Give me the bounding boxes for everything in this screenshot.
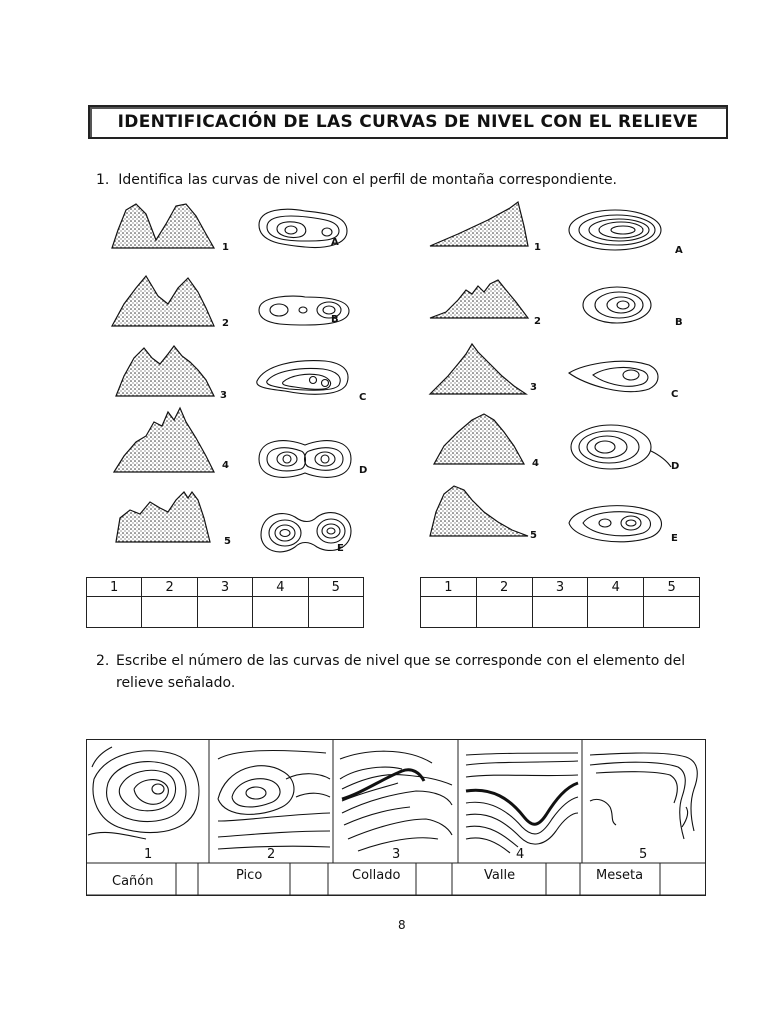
answer-table-left-header: 5 — [308, 578, 363, 597]
answer-cell[interactable] — [476, 597, 532, 628]
profile-left-2 — [112, 276, 214, 326]
answer-cell[interactable] — [308, 597, 363, 628]
title-box — [88, 105, 728, 139]
answer-table-left-header: 4 — [253, 578, 308, 597]
relief-label-valle: Valle — [484, 868, 516, 883]
profile-left-3 — [116, 346, 214, 396]
left-map-letter-a: A — [331, 237, 339, 248]
question-2-text-line1: Escribe el número de las curvas de nivel que se corresponde con el elemento del — [116, 653, 686, 669]
left-contour-maps — [255, 205, 368, 555]
answer-table-left-header: 1 — [87, 578, 142, 597]
answer-table-right-header: 5 — [644, 578, 700, 597]
question-1-text: Identifica las curvas de nivel con el perfil de montaña correspondiente. — [118, 172, 618, 188]
relief-map-number-5: 5 — [639, 847, 648, 862]
profile-left-4 — [114, 408, 214, 472]
left-map-letter-b: B — [331, 314, 339, 325]
relief-map-number-2: 2 — [267, 847, 276, 862]
relief-label-meseta: Meseta — [596, 868, 644, 883]
relief-map-number-3: 3 — [392, 847, 401, 862]
right-profile-number-1: 1 — [534, 242, 541, 253]
contour-right-b — [583, 287, 651, 323]
profile-right-3 — [430, 344, 526, 394]
right-profile-number-3: 3 — [530, 382, 537, 393]
left-map-letter-c: C — [359, 392, 367, 403]
answer-table-right-header: 4 — [588, 578, 644, 597]
profile-right-2 — [430, 280, 528, 318]
contour-right-a — [569, 210, 661, 250]
page-title: IDENTIFICACIÓN DE LAS CURVAS DE NIVEL CON EL RELIEVE — [117, 112, 699, 132]
right-contour-maps — [565, 205, 685, 555]
left-profiles — [110, 200, 230, 550]
profile-left-5 — [116, 492, 210, 542]
left-map-letter-d: D — [359, 465, 368, 476]
relief-label-collado: Collado — [352, 868, 401, 883]
answer-table-left — [86, 577, 364, 628]
left-map-letter-e: E — [337, 543, 344, 554]
answer-cell[interactable] — [253, 597, 308, 628]
left-profile-number-5: 5 — [224, 536, 231, 547]
answer-table-left-header: 2 — [142, 578, 197, 597]
contour-right-d — [571, 425, 671, 469]
right-profiles — [428, 200, 548, 550]
answer-cell[interactable] — [588, 597, 644, 628]
right-map-letter-c: C — [671, 389, 679, 400]
relief-map-4 — [466, 753, 578, 853]
question-1-number: 1. — [96, 172, 110, 188]
relief-answer-box-collado[interactable] — [417, 864, 452, 895]
relief-map-number-4: 4 — [516, 847, 525, 862]
left-profile-number-4: 4 — [222, 460, 229, 471]
contour-right-e — [569, 506, 662, 542]
profile-right-4 — [434, 414, 524, 464]
right-map-letter-b: B — [675, 317, 683, 328]
relief-answer-box-canon[interactable] — [177, 864, 198, 895]
relief-answer-box-pico[interactable] — [291, 864, 328, 895]
answer-table-right-header: 1 — [421, 578, 477, 597]
contour-right-c — [569, 361, 658, 391]
right-profile-number-5: 5 — [530, 530, 537, 541]
right-map-letter-d: D — [671, 461, 680, 472]
contour-left-c — [257, 361, 348, 395]
relief-map-1 — [88, 747, 199, 839]
right-map-letter-a: A — [675, 245, 683, 256]
left-profile-number-2: 2 — [222, 318, 229, 329]
relief-map-5 — [590, 753, 697, 839]
question-2 — [96, 650, 722, 694]
answer-table-right-header: 3 — [532, 578, 588, 597]
profile-right-1 — [430, 202, 528, 246]
answer-cell[interactable] — [644, 597, 700, 628]
answer-table-left-header: 3 — [197, 578, 252, 597]
left-profile-number-3: 3 — [220, 390, 227, 401]
question-1 — [96, 169, 617, 191]
answer-cell[interactable] — [532, 597, 588, 628]
answer-cell[interactable] — [421, 597, 477, 628]
relief-map-3 — [340, 751, 452, 851]
answer-cell[interactable] — [197, 597, 252, 628]
answer-table-right — [420, 577, 700, 628]
answer-cell[interactable] — [142, 597, 197, 628]
right-profile-number-4: 4 — [532, 458, 539, 469]
left-profile-number-1: 1 — [222, 242, 229, 253]
relief-label-canon: Cañón — [112, 874, 154, 889]
profile-left-1 — [112, 204, 214, 248]
relief-map-number-1: 1 — [144, 847, 153, 862]
relief-map-2 — [218, 751, 330, 849]
question-2-text-line2: relieve señalado. — [116, 675, 236, 691]
relief-label-pico: Pico — [236, 868, 263, 883]
answer-cell[interactable] — [87, 597, 142, 628]
right-map-letter-e: E — [671, 533, 678, 544]
profile-right-5 — [430, 486, 528, 536]
relief-answer-box-valle[interactable] — [547, 864, 580, 895]
question-2-number: 2. — [96, 653, 110, 669]
right-profile-number-2: 2 — [534, 316, 541, 327]
answer-table-right-header: 2 — [476, 578, 532, 597]
relief-answer-box-meseta[interactable] — [661, 864, 705, 895]
contour-left-d — [259, 441, 351, 478]
page-number: 8 — [398, 918, 406, 932]
